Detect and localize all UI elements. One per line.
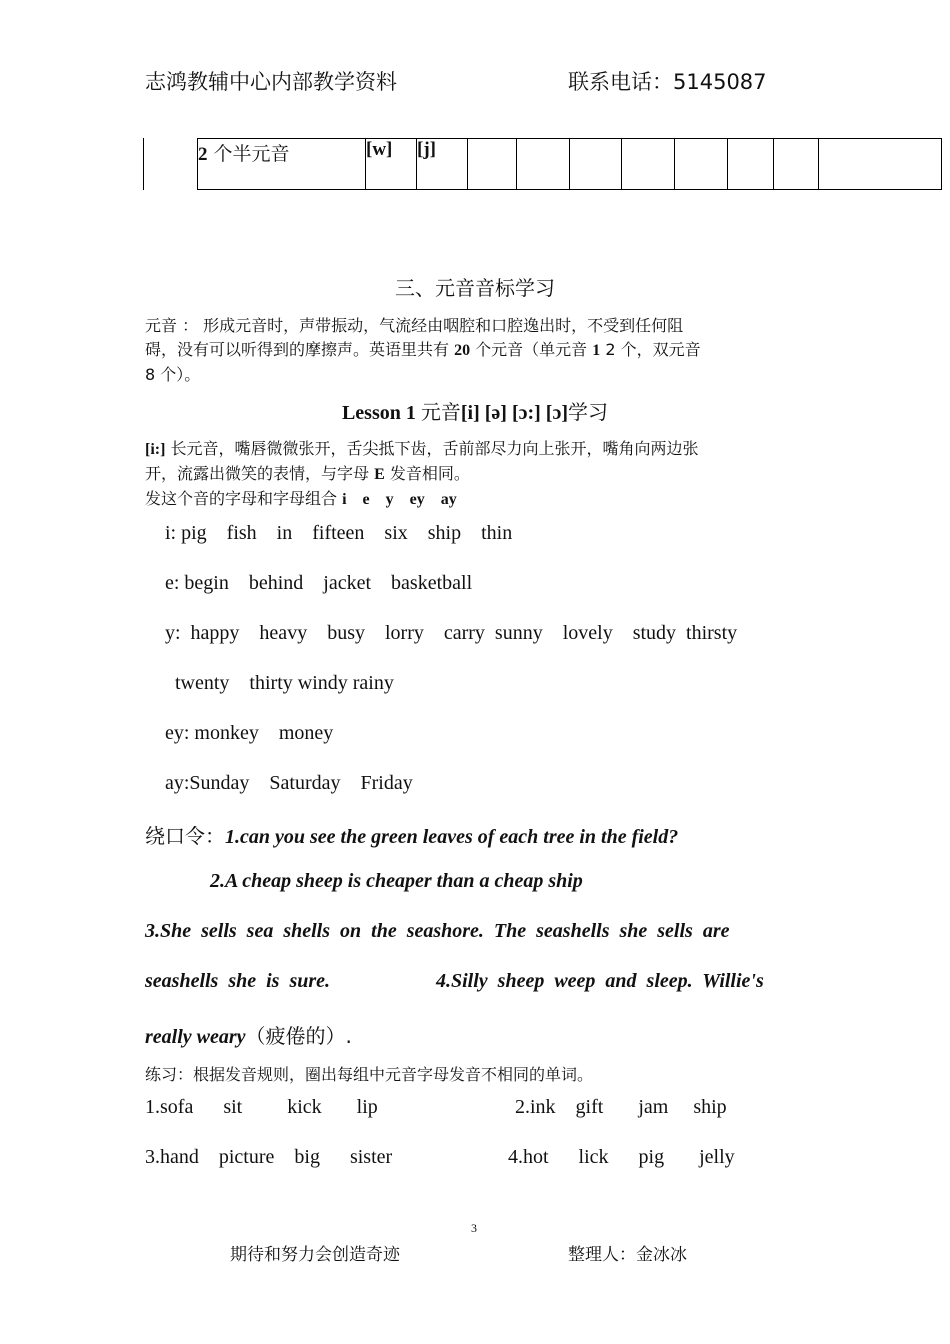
word-line-y: y: happy heavy busy lorry carry sunny lovely study thirsty bbox=[165, 622, 738, 644]
empty-cell bbox=[622, 139, 675, 190]
table-left-border bbox=[143, 138, 144, 190]
intro-paragraph bbox=[145, 314, 805, 387]
empty-cell bbox=[517, 139, 570, 190]
desc-line-3: 发这个音的字母和字母组合 i e y ey ay bbox=[145, 489, 457, 508]
exercise-instruction: 练习：根据发音规则，圈出每组中元音字母发音不相同的单词。 bbox=[145, 1065, 594, 1084]
tongue-twister-4: 4.Silly sheep weep and sleep. Willie's bbox=[436, 970, 764, 992]
tongue-twister-1: 绕口令：1.can you see the green leaves of each tree in the field? bbox=[145, 824, 679, 848]
semivowel-label: 个半元音 bbox=[207, 143, 290, 165]
footer-right: 整理人：金冰冰 bbox=[568, 1245, 687, 1265]
page-number: 3 bbox=[471, 1221, 477, 1235]
tongue-twister-4-cont: really weary（疲倦的）. bbox=[145, 1024, 352, 1048]
empty-cell bbox=[819, 139, 942, 190]
cell-w: [w] bbox=[366, 139, 417, 190]
word-line-y-cont: twenty thirty windy rainy bbox=[165, 672, 394, 694]
exercise-row-2b: 4.hot lick pig jelly bbox=[508, 1146, 735, 1168]
empty-cell bbox=[570, 139, 622, 190]
semivowel-label-cell bbox=[198, 139, 366, 190]
footer-left: 期待和努力会创造奇迹 bbox=[230, 1245, 400, 1265]
intro-line-1: 元音 ： 形成元音时，声带振动，气流经由咽腔和口腔逸出时，不受到任何阻 bbox=[145, 316, 684, 335]
empty-cell bbox=[774, 139, 819, 190]
lesson-title: Lesson 1 元音[i] [ə] [ɔ:] [ɔ]学习 bbox=[341, 400, 609, 424]
exercise-row-2a: 3.hand picture big sister bbox=[145, 1146, 393, 1168]
word-line-i: i: pig fish in fifteen six ship thin bbox=[165, 522, 513, 544]
word-line-ay: ay:Sunday Saturday Friday bbox=[165, 772, 413, 794]
semivowel-count: 2 bbox=[198, 144, 208, 165]
header-left: 志鸿教辅中心内部教学资料 bbox=[145, 70, 397, 94]
table-row bbox=[198, 139, 942, 190]
section-title: 三、元音音标学习 bbox=[395, 276, 555, 300]
semivowel-table bbox=[197, 138, 942, 190]
vowel-description bbox=[145, 437, 805, 512]
tongue-twister-3-cont: seashells she is sure. bbox=[145, 970, 331, 992]
word-line-e: e: begin behind jacket basketball bbox=[165, 572, 473, 594]
word-line-ey: ey: monkey money bbox=[165, 722, 334, 744]
empty-cell bbox=[728, 139, 774, 190]
tongue-twister-2: 2.A cheap sheep is cheaper than a cheap ship bbox=[210, 870, 583, 892]
desc-line-1: [i:] 长元音，嘴唇微微张开，舌尖抵下齿，舌前部尽力向上张开，嘴角向两边张 bbox=[145, 439, 699, 458]
exercise-row-1b: 2.ink gift jam ship bbox=[515, 1096, 727, 1118]
intro-line-3: 8 个）。 bbox=[145, 365, 201, 384]
intro-line-2: 碍，没有可以听得到的摩擦声。英语里共有 20 个元音（单元音 1 2 个，双元音 bbox=[145, 340, 701, 359]
exercise-row-1a: 1.sofa sit kick lip bbox=[145, 1096, 378, 1118]
tongue-twister-3: 3.She sells sea shells on the seashore. The seashells she sells are bbox=[145, 920, 730, 942]
desc-line-2: 开，流露出微笑的表情，与字母 E 发音相同。 bbox=[145, 464, 470, 483]
empty-cell bbox=[468, 139, 517, 190]
header-right: 联系电话：5145087 bbox=[568, 70, 767, 94]
empty-cell bbox=[675, 139, 728, 190]
cell-j: [j] bbox=[417, 139, 468, 190]
